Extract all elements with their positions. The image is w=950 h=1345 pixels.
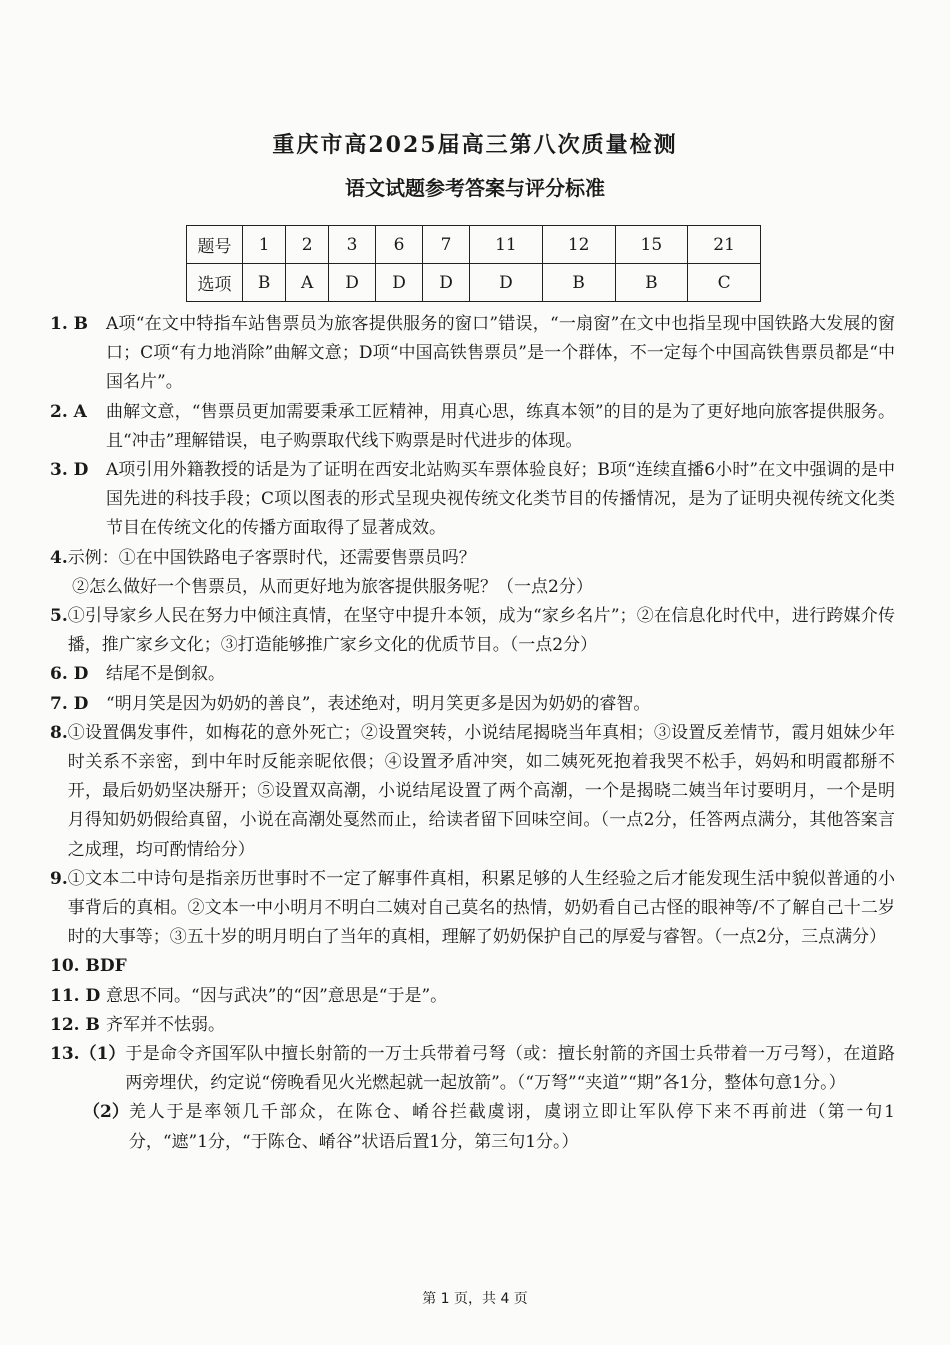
answer-text: 于是命令齐国军队中擅长射箭的一万士兵带着弓弩（或：擅长射箭的齐国士兵带着一万弓弩），在道路两旁埋伏，约定说“傍晚看见火光燃起就一起放箭”。（“万弩”“夹道”“期”各1分，整体句意1分。） — [125, 1044, 895, 1094]
table-cell: B — [615, 264, 688, 302]
answer-text: 羌人于是率领几千部众，在陈仓、崤谷拦截虞诩，虞诩立即让军队停下来不再前进（第一句1分，“遮”1分，“于陈仓、崤谷”状语后置1分，第三句1分。） — [128, 1102, 895, 1152]
answer-text: ①引导家乡人民在努力中倾注真情，在坚守中提升本领，成为“家乡名片”；②在信息化时代中，进行跨媒介传播，推广家乡文化；③打造能够推广家乡文化的优质节目。（一点2分） — [67, 606, 895, 656]
answer-item-4-line2: ②怎么做好一个售票员，从而更好地为旅客提供服务呢？（一点2分） — [72, 576, 593, 597]
answer-text: 结尾不是倒叙。 — [106, 664, 225, 685]
answer-item-10 — [50, 952, 895, 981]
answer-item-12 — [50, 1011, 895, 1040]
answer-text: 意思不同。“因与武决”的“因”意思是“于是”。 — [106, 985, 448, 1006]
answer-item-13-part2 — [50, 1098, 895, 1156]
answer-list — [50, 310, 895, 1157]
page-subtitle: 语文试题参考答案与评分标准 — [345, 176, 605, 200]
answer-item-11 — [50, 982, 895, 1011]
answer-number: 4. — [50, 547, 68, 568]
table-cell: 12 — [542, 226, 615, 264]
answer-number: 2. A — [50, 401, 87, 422]
answer-text: A项引用外籍教授的话是为了证明在西安北站购买车票体验良好；B项“连续直播6小时”在文中强调的是中国先进的科技手段；C项以图表的形式呈现央视传统文化类节目的传播情况，是为了证明央视传统文化类节目在传统文化的传播方面取得了显著成效。 — [106, 460, 895, 539]
answer-number: 5. — [50, 606, 68, 627]
table-cell: B — [542, 264, 615, 302]
sub-question-label: （2） — [83, 1102, 129, 1123]
answer-number: 12. B — [50, 1014, 100, 1035]
answer-item-1 — [50, 310, 895, 398]
answer-item-3 — [50, 456, 895, 544]
answer-number: 1. B — [50, 314, 89, 334]
table-cell: 21 — [688, 226, 761, 264]
table-cell: A — [286, 264, 329, 302]
table-cell: 1 — [243, 226, 286, 264]
answer-item-8 — [50, 719, 895, 865]
answer-text: A项“在文中特指车站售票员为旅客提供服务的窗口”错误，“一扇窗”在文中也指呈现中国铁路大发展的窗口；C项“有力地消除”曲解文意；D项“中国高铁售票员”是一个群体，不一定每个中国高铁售票员都是“中国名片”。 — [106, 314, 895, 393]
answer-item-2 — [50, 398, 895, 456]
table-cell: 7 — [423, 226, 470, 264]
table-row-label: 选项 — [187, 264, 243, 302]
answer-text: 齐军并不怯弱。 — [106, 1014, 225, 1035]
table-cell: D — [470, 264, 543, 302]
answer-item-9 — [50, 865, 895, 953]
table-cell: 11 — [470, 226, 543, 264]
table-cell: B — [243, 264, 286, 302]
table-cell: 3 — [329, 226, 376, 264]
answer-text: ①设置偶发事件，如梅花的意外死亡；②设置突转，小说结尾揭晓当年真相；③设置反差情节，霞月姐妹少年时关系不亲密，到中年时反能亲昵依偎；④设置矛盾冲突，如二姨死死抱着我哭不松手，妈妈和明霞都掰不开，最后奶奶坚决掰开；⑤设置双高潮，小说结尾设置了两个高潮，一个是揭晓二姨当年讨要明月，一个是明月得知奶奶假给真留，小说在高潮处戛然而止，给读者留下回味空间。（一点2分，任答两点满分，其他答案言之成理，均可酌情给分） — [67, 722, 895, 860]
answer-number: 3. D — [50, 460, 89, 481]
answer-text: 示例：①在中国铁路电子客票时代，还需要售票员吗？ — [67, 547, 476, 568]
page-title: 重庆市高2025届高三第八次质量检测 — [272, 132, 678, 158]
table-cell: D — [423, 264, 470, 302]
page-footer: 第 1 页，共 4 页 — [422, 1291, 528, 1307]
answer-item-4 — [50, 544, 895, 573]
answer-item-13 — [50, 1040, 895, 1098]
answer-number: 8. — [50, 722, 68, 743]
answer-text: “明月笑是因为奶奶的善良”，表述绝对，明月笑更多是因为奶奶的睿智。 — [106, 693, 651, 714]
answer-number: 9. — [50, 868, 68, 889]
table-row — [187, 226, 761, 264]
answer-item-6 — [50, 660, 895, 689]
answer-text: 曲解文意，“售票员更加需要秉承工匠精神，用真心思，练真本领”的目的是为了更好地向旅客提供服务。且“冲击”理解错误，电子购票取代线下购票是时代进步的体现。 — [106, 401, 895, 451]
answer-text: ①文本二中诗句是指亲历世事时不一定了解事件真相，积累足够的人生经验之后才能发现生活中貌似普通的小事背后的真相。②文本一中小明月不明白二姨对自己莫名的热情，奶奶看自己古怪的眼神等/不了解自己十二岁时的大事等；③五十岁的明月明白了当年的真相，理解了奶奶保护自己的厚爱与睿智。（一点2分，三点满分） — [67, 868, 895, 948]
table-cell: C — [688, 264, 761, 302]
table-row — [187, 264, 761, 302]
table-cell: D — [376, 264, 423, 302]
answer-item-5 — [50, 602, 895, 660]
answer-table — [186, 225, 761, 302]
answer-number: 7. D — [50, 693, 89, 714]
table-cell: D — [329, 264, 376, 302]
table-cell: 2 — [286, 226, 329, 264]
answer-number: 6. D — [50, 664, 89, 685]
table-cell: 6 — [376, 226, 423, 264]
sub-question-label: （1） — [79, 1044, 126, 1065]
answer-item-7 — [50, 690, 895, 719]
answer-number: 10. BDF — [50, 956, 127, 977]
answer-number: 11. D — [50, 985, 101, 1006]
answer-number: 13. — [50, 1044, 80, 1065]
table-row-label: 题号 — [187, 226, 243, 264]
table-cell: 15 — [615, 226, 688, 264]
